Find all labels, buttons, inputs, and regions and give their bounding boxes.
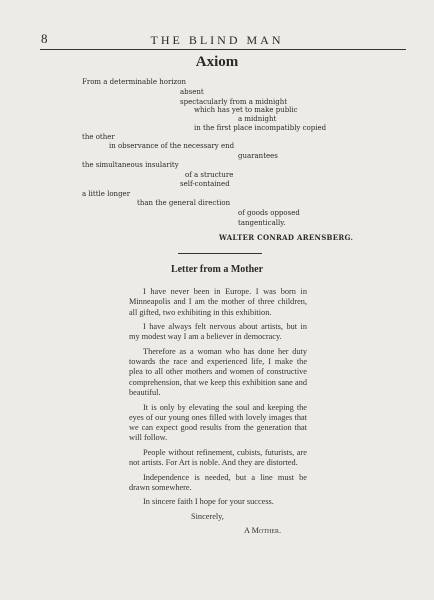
poem-line: guarantees: [238, 152, 278, 160]
poem-line: a midnight: [238, 115, 277, 123]
letter-paragraph: I have always felt nervous about artists, but in my modest way I am a believer in democracy.: [129, 322, 307, 342]
page-number: 8: [41, 31, 48, 46]
header-rule: [40, 49, 406, 50]
poem-line: in observance of the necessary end: [109, 142, 235, 150]
poem-line: the simultaneous insularity: [82, 161, 179, 169]
poem-line: tangentically.: [238, 219, 286, 227]
poem-line: a little longer: [82, 190, 131, 198]
letter-body: [129, 287, 307, 537]
poem-author: WALTER CONRAD ARENSBERG.: [219, 233, 354, 242]
running-title: THE BLIND MAN: [150, 33, 284, 47]
section-rule: [178, 253, 262, 254]
letter-paragraph: People without refinement, cubists, futurists, are not artists. For Art is noble. And they are distorted.: [129, 447, 307, 468]
poem-line: of a structure: [185, 171, 234, 179]
poem-title: Axiom: [195, 54, 239, 70]
letter-paragraph: Therefore as a woman who has done her duty towards the race and experienced life, I make the plea to all other mothers and women of constructive comprehension, that we keep this exhibition sane and beautiful.: [129, 346, 307, 398]
poem-line: the other: [82, 133, 115, 141]
poem-line: spectacularly from a midnight: [180, 98, 288, 106]
poem-line: which has yet to make public: [194, 106, 298, 114]
letter-paragraph: I have never been in Europe. I was born in Minneapolis and I am the mother of three children, all gifted, two exhibiting in this exhibition.: [129, 287, 307, 317]
poem-line: than the general direction: [137, 199, 231, 207]
letter-title: Letter from a Mother: [170, 264, 264, 275]
letter-paragraph: In sincere faith I hope for your success.: [143, 497, 274, 507]
poem-line: absent: [180, 88, 204, 96]
letter-paragraph: It is only by elevating the soul and keeping the eyes of our young ones filled with lovely images that we can expect good results from the generation that will follow.: [129, 402, 307, 443]
letter-paragraph: Independence is needed, but a line must be drawn somewhere.: [129, 472, 307, 492]
poem-line: From a determinable horizon: [82, 78, 186, 86]
letter-closing: Sincerely,: [191, 511, 224, 521]
poem-line: in the first place incompatibly copied: [194, 124, 327, 132]
letter-signature: A Mother.: [244, 526, 282, 536]
poem-line: of goods opposed: [238, 209, 300, 217]
poem-line: self-contained: [180, 180, 230, 188]
